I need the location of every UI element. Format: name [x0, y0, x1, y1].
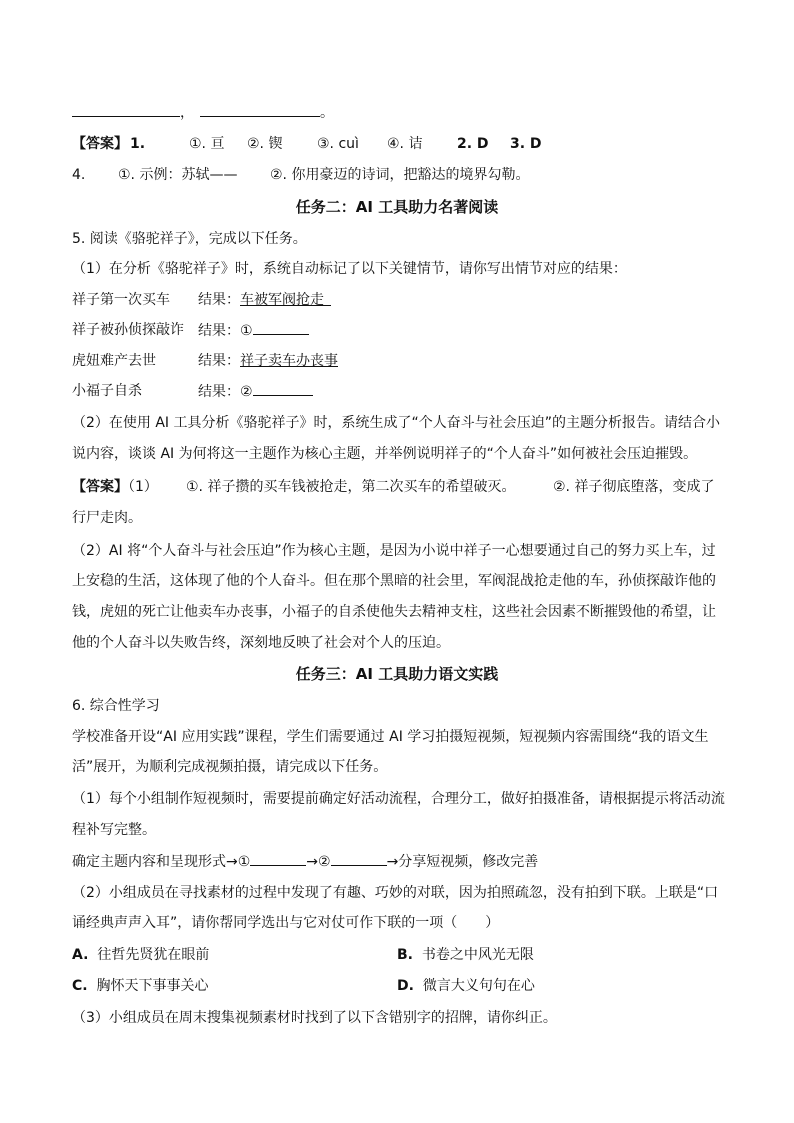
plot-row: 祥子被孙侦探敲诈 [72, 322, 184, 338]
answer-5-part-2-line: 他的个人奋斗以失败告终，深刻地反映了社会对个人的压迫。 [72, 635, 450, 651]
answer-1-blank-2: ②. 锲 [247, 136, 283, 152]
choice-option-d: D. 微言大义句句在心 [397, 978, 535, 994]
question-6-stem: 6. 综合性学习 [72, 698, 160, 714]
answer-1-blank-3: ③. cuì [317, 136, 359, 152]
answer-tag: 【答案】 [72, 479, 128, 495]
answer-2: 2. D [457, 136, 489, 152]
answer-1-blank-4: ④. 诘 [387, 136, 423, 152]
answer-blanks-line: ， 。 [72, 102, 334, 123]
question-6-part-2-line-1: （2）小组成员在寻找素材的过程中发现了有趣、巧妙的对联，因为拍照疏忽，没有拍到下联。上联是“口 [72, 885, 719, 901]
answer-4-number: 4. [72, 167, 86, 183]
answer-blank [253, 381, 313, 396]
answer-1-blank-1: ①. 亘 [189, 136, 225, 152]
answer-5-blank-2: ②. 祥子彻底堕落，变成了 [553, 479, 715, 495]
question-6-intro-line-2: 活”展开，为顺利完成视频拍摄，请完成以下任务。 [72, 759, 388, 775]
section-heading-task-3: 任务三：AI 工具助力语文实践 [295, 665, 499, 683]
answer-4-part-1: ①. 示例：苏轼—— [118, 167, 238, 183]
question-6-part-2-line-2: 诵经典声声入耳”，请你帮同学选出与它对仗可作下联的一项（ ） [72, 915, 500, 931]
answer-5-line-1: 【答案】（1） [72, 479, 158, 495]
choice-option-c: C. 胸怀天下事事关心 [72, 978, 209, 994]
plot-result: 结果：祥子卖车办丧事 [198, 353, 338, 369]
choice-option-b: B. 书卷之中风光无限 [397, 947, 534, 963]
question-5-part-1: （1）在分析《骆驼祥子》时，系统自动标记了以下关键情节，请你写出情节对应的结果： [72, 261, 627, 277]
answer-3: 3. D [510, 136, 542, 152]
answer-blank [250, 851, 306, 866]
answer-4-part-2: ②. 你用豪迈的诗词，把豁达的境界勾勒。 [270, 167, 530, 183]
question-6-part-1-line-2: 程补写完整。 [72, 822, 156, 838]
answer-5-part-2-line: 上安稳的生活，这体现了他的个人奋斗。但在那个黑暗的社会里，军阀混战抢走他的车，孙侦探敲诈他的 [72, 573, 716, 589]
plot-result: 结果：① [198, 320, 309, 341]
answer-5-blank-1: ①. 祥子攒的买车钱被抢走，第二次买车的希望破灭。 [186, 479, 516, 495]
answer-5-blank-2-cont: 行尸走肉。 [72, 510, 142, 526]
question-5-part-2-line-2: 说内容，谈谈 AI 为何将这一主题作为核心主题，并举例说明祥子的“个人奋斗”如何被社会压迫摧毁。 [72, 446, 698, 462]
question-6-part-3: （3）小组成员在周末搜集视频素材时找到了以下含错别字的招牌，请你纠正。 [72, 1010, 557, 1026]
question-6-intro-line-1: 学校准备开设“AI 应用实践”课程，学生们需要通过 AI 学习拍摄短视频，短视频内容需围绕“我的语文生 [72, 729, 709, 745]
plot-row: 小福子自杀 [72, 383, 142, 399]
answer-blank [200, 102, 320, 117]
plot-row: 祥子第一次买车 [72, 292, 170, 308]
choice-option-a: A. 往哲先贤犹在眼前 [72, 947, 210, 963]
answer-1-3-line: 【答案】 1. [72, 136, 146, 152]
activity-flow: 确定主题内容和呈现形式→① →② →分享短视频，修改完善 [72, 851, 538, 872]
plot-result: 结果：② [198, 381, 313, 402]
answer-tag: 【答案】 [72, 136, 128, 152]
section-heading-task-2: 任务二：AI 工具助力名著阅读 [295, 198, 499, 216]
plot-row: 虎妞难产去世 [72, 353, 156, 369]
question-5-stem: 5. 阅读《骆驼祥子》，完成以下任务。 [72, 231, 307, 247]
plot-result: 结果：车被军阀抢走 [198, 292, 324, 308]
answer-5-part-2-line: 钱，虎妞的死亡让他卖车办丧事，小福子的自杀使他失去精神支柱，这些社会因素不断摧毁他的希望，让 [72, 604, 716, 620]
question-6-part-1-line-1: （1）每个小组制作短视频时，需要提前确定好活动流程，合理分工，做好拍摄准备，请根据提示将活动流 [72, 791, 725, 807]
answer-blank [72, 102, 180, 117]
answer-5-part-2-line: （2）AI 将“个人奋斗与社会压迫”作为核心主题，是因为小说中祥子一心想要通过自己的努力买上车，过 [72, 543, 716, 559]
question-5-part-2-line-1: （2）在使用 AI 工具分析《骆驼祥子》时，系统生成了“个人奋斗与社会压迫”的主题分析报告。请结合小 [72, 415, 721, 431]
answer-blank [253, 320, 309, 335]
answer-blank [331, 851, 387, 866]
